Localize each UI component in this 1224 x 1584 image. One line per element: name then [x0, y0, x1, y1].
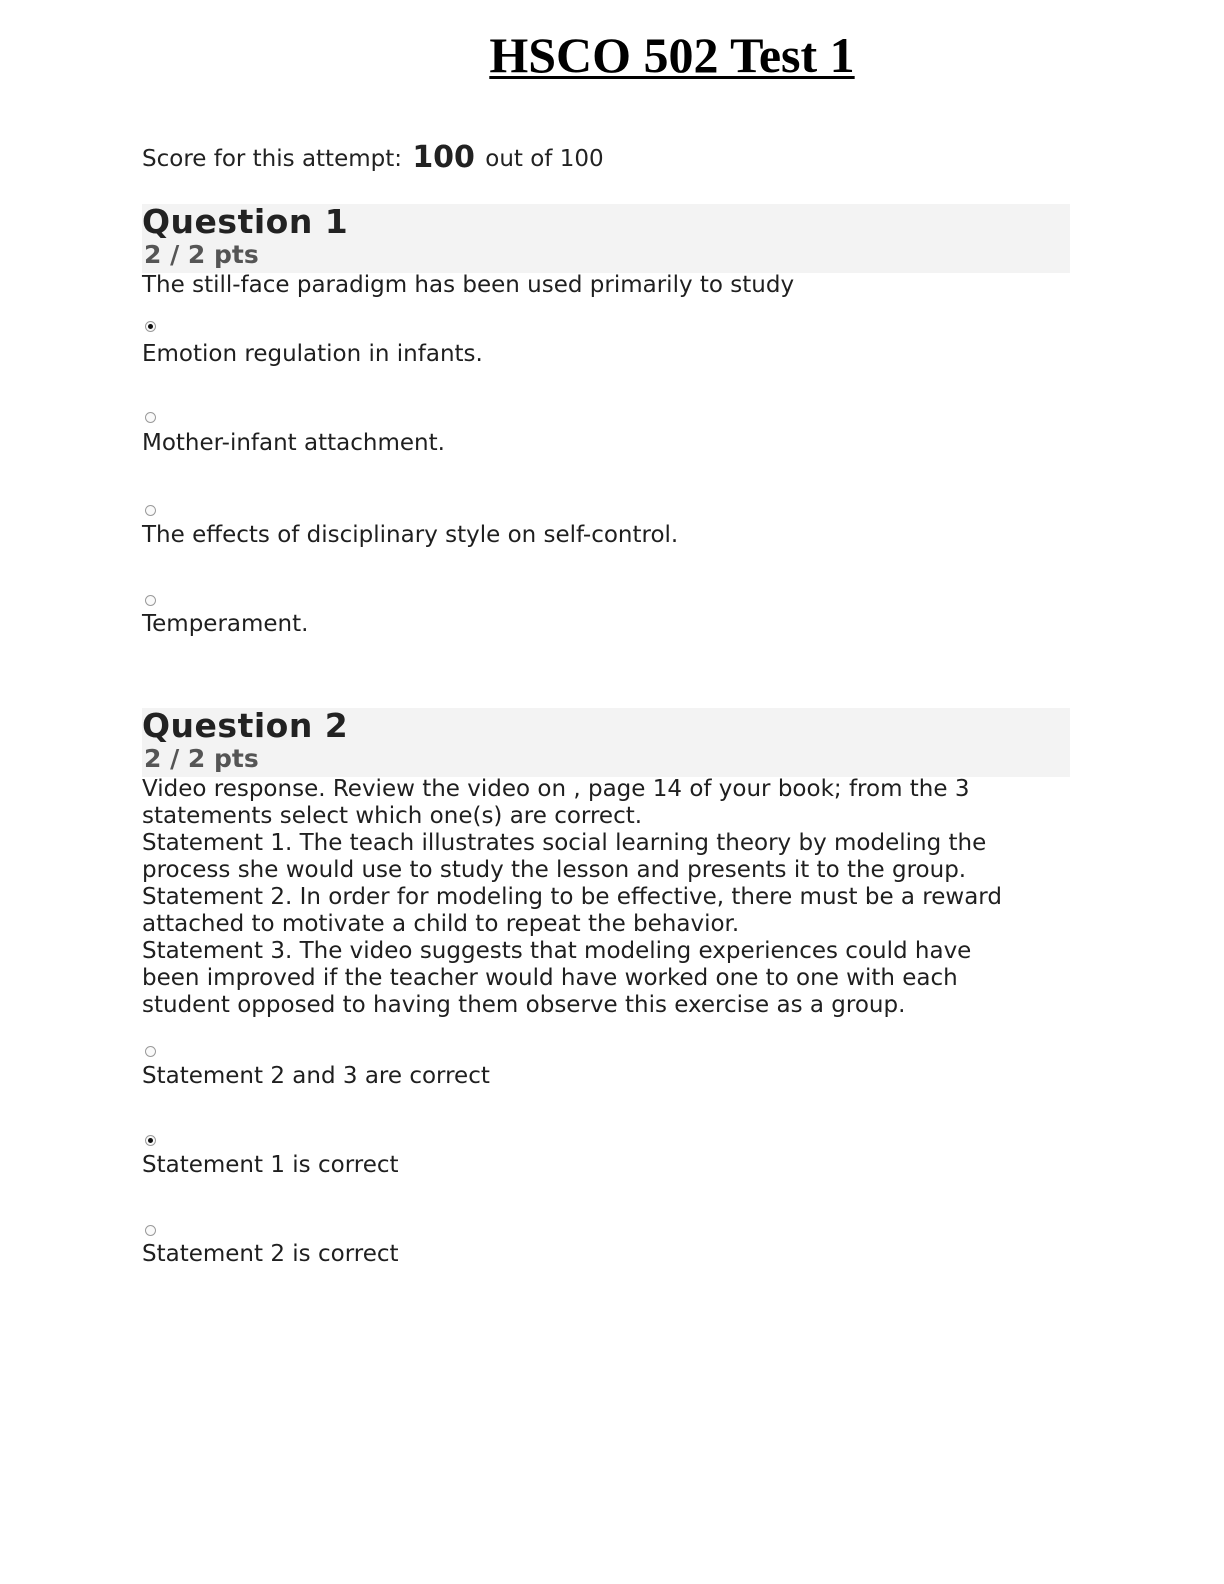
question-1-prompt: The still-face paradigm has been used primarily to study [142, 272, 795, 298]
score-label: Score for this attempt: [142, 146, 402, 172]
question-2-prompt-line: been improved if the teacher would have worked one to one with each [142, 965, 958, 991]
score-suffix: out of 100 [485, 146, 604, 172]
question-1-answer-2-label: Mother-infant attachment. [142, 430, 445, 456]
question-2-prompt-line: Video response. Review the video on , page 14 of your book; from the 3 [142, 776, 970, 802]
question-2-answer-1-radio[interactable] [145, 1046, 156, 1057]
question-2-prompt [142, 776, 1062, 1019]
question-2-answer-2-radio[interactable] [145, 1135, 156, 1146]
question-2-title: Question 2 [142, 706, 349, 745]
question-2-prompt-line: statements select which one(s) are correct. [142, 803, 643, 829]
question-1-answer-1-radio[interactable] [145, 321, 156, 332]
question-2-header [142, 708, 1070, 777]
question-1-points: 2 / 2 pts [144, 240, 259, 269]
question-1-answer-2-radio[interactable] [145, 412, 156, 423]
question-2-prompt-line: student opposed to having them observe this exercise as a group. [142, 992, 906, 1018]
question-1-answer-3-label: The effects of disciplinary style on self-control. [142, 522, 679, 548]
question-1-answer-4-radio[interactable] [145, 595, 156, 606]
question-2-answer-2-label: Statement 1 is correct [142, 1152, 399, 1178]
score-value: 100 [412, 140, 475, 175]
question-2-points: 2 / 2 pts [144, 744, 259, 773]
score-line [142, 140, 604, 177]
question-1-answer-3-radio[interactable] [145, 505, 156, 516]
question-2-answer-3-radio[interactable] [145, 1225, 156, 1236]
question-1-title: Question 1 [142, 202, 349, 241]
question-1-header [142, 204, 1070, 273]
question-1-answer-4-label: Temperament. [142, 611, 309, 637]
page-title: HSCO 502 Test 1 [489, 27, 855, 83]
question-2-prompt-line: process she would use to study the lesson and presents it to the group. [142, 857, 967, 883]
question-1-answer-1-label: Emotion regulation in infants. [142, 341, 483, 367]
question-2-answer-3-label: Statement 2 is correct [142, 1241, 399, 1267]
question-2-prompt-line: Statement 1. The teach illustrates social learning theory by modeling the [142, 830, 987, 856]
question-2-prompt-line: Statement 2. In order for modeling to be effective, there must be a reward [142, 884, 1002, 910]
question-2-answer-1-label: Statement 2 and 3 are correct [142, 1063, 490, 1089]
question-2-prompt-line: Statement 3. The video suggests that modeling experiences could have [142, 938, 972, 964]
question-2-prompt-line: attached to motivate a child to repeat the behavior. [142, 911, 740, 937]
